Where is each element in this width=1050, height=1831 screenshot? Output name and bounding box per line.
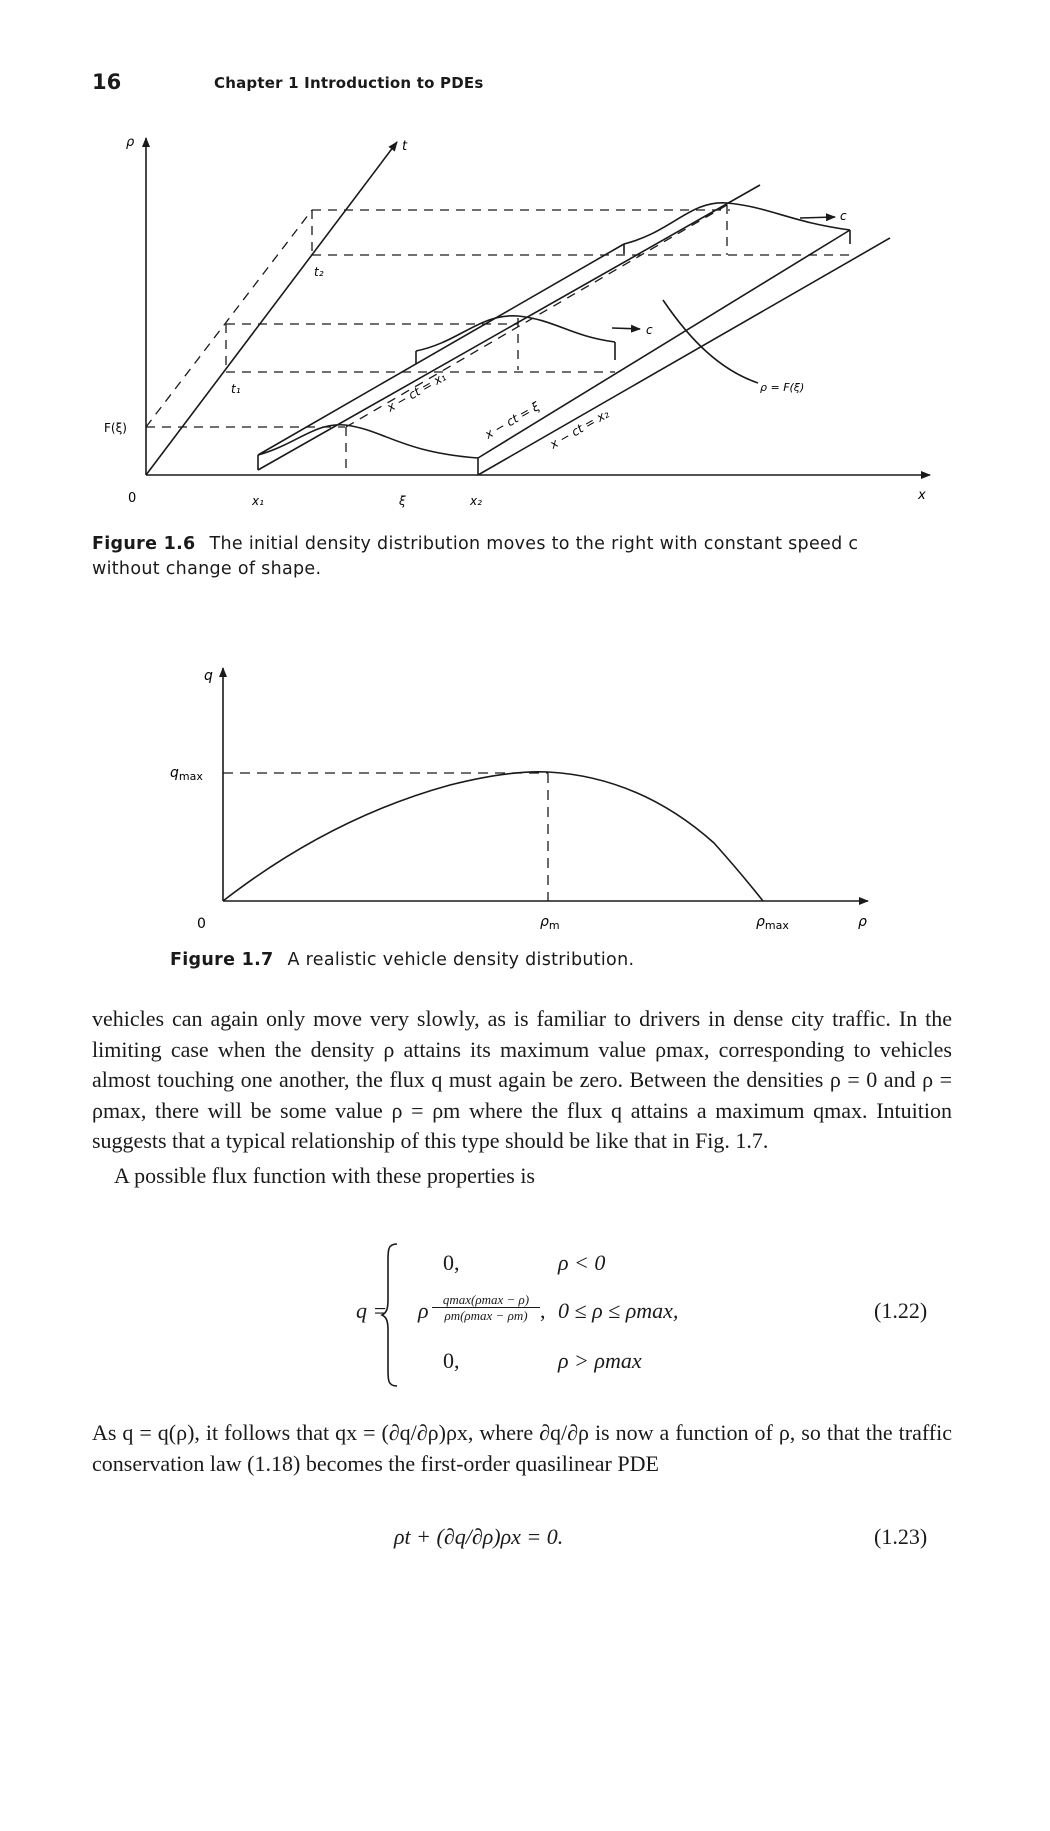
body-text-block-2 bbox=[92, 1418, 952, 1479]
label-q-max: $q_{max}$ bbox=[170, 765, 203, 783]
label-x1: x₁ bbox=[252, 494, 264, 508]
label-rho: ρ bbox=[126, 135, 135, 150]
eq-case1-condition: ρ < 0 bbox=[558, 1250, 606, 1275]
label-q: q bbox=[204, 668, 213, 684]
eq-case2-prefix: ρ bbox=[418, 1298, 429, 1323]
flux-curve bbox=[223, 772, 763, 901]
wave-t0 bbox=[258, 425, 478, 458]
t-axis-line bbox=[146, 142, 397, 475]
figure-1-6 bbox=[0, 0, 1050, 520]
page-number: 16 bbox=[92, 70, 122, 94]
label-origin-2: 0 bbox=[197, 916, 206, 930]
label-rho-max: $\rho_{max}$ bbox=[756, 914, 789, 930]
label-t2: t₂ bbox=[314, 265, 324, 279]
figure-1-7-caption-text: A realistic vehicle density distribution. bbox=[287, 950, 635, 970]
eq-case2-fraction bbox=[432, 1292, 540, 1323]
label-x2: x₂ bbox=[470, 494, 482, 508]
eq-case3-condition: ρ > ρmax bbox=[558, 1348, 642, 1373]
label-rho-F: ρ = F(ξ) bbox=[760, 381, 805, 394]
figure-1-7-caption-label: Figure 1.7 bbox=[170, 950, 274, 970]
wave-t2 bbox=[624, 203, 850, 244]
figure-1-6-caption-text: The initial density distribution moves to the right with constant speed c without change of shape. bbox=[92, 534, 859, 579]
eq-case2-condition: 0 ≤ ρ ≤ ρmax, bbox=[558, 1298, 679, 1323]
label-F-xi: F(ξ) bbox=[104, 421, 127, 435]
figure-1-6-caption bbox=[92, 532, 912, 582]
label-line-x1: x − ct = x₁ bbox=[384, 369, 449, 415]
eq-case1-value: 0, bbox=[443, 1250, 460, 1275]
label-origin: 0 bbox=[128, 491, 137, 506]
eq-brace bbox=[380, 1240, 400, 1390]
equation-1-22: q = 0, ρ < 0 ρ qmax(ρmax − ρ) ρm(ρmax − ρm) , 0 ≤ ρ ≤ ρmax, (1.22) 0, ρ > ρmax bbox=[0, 1240, 1050, 1390]
eq-case3-value: 0, bbox=[443, 1348, 460, 1373]
label-t1: t₁ bbox=[231, 382, 241, 396]
label-rho-m: $\rho_m$ bbox=[540, 914, 560, 930]
eq-case2-denominator: ρm(ρmax − ρm) bbox=[444, 1308, 528, 1323]
eq-1-22-number: (1.22) bbox=[874, 1298, 928, 1323]
figure-1-7-caption bbox=[170, 948, 870, 973]
running-head: Chapter 1 Introduction to PDEs bbox=[214, 74, 484, 92]
eq-lhs: q = bbox=[356, 1298, 388, 1323]
figure-1-7 bbox=[0, 640, 1050, 930]
label-line-xi: x − ct = ξ bbox=[482, 399, 542, 442]
body-text-block bbox=[92, 1004, 952, 1191]
label-t: t bbox=[402, 139, 408, 154]
paragraph-2: A possible flux function with these properties is bbox=[114, 1162, 535, 1188]
label-x: x bbox=[918, 488, 926, 503]
label-c-mid: c bbox=[646, 323, 653, 337]
label-c-top: c bbox=[840, 209, 847, 223]
wave-t1 bbox=[416, 316, 615, 351]
paragraph-3: As q = q(ρ), it follows that qx = (∂q/∂ρ)ρx, where ∂q/∂ρ is now a function of ρ, so that the traffic conservation law (1.18) becomes the first-order quasilinear PDE bbox=[92, 1420, 952, 1476]
equation-1-23: ρt + (∂q/∂ρ)ρx = 0. bbox=[394, 1524, 564, 1549]
label-line-x2: x − ct = x₂ bbox=[547, 406, 612, 452]
figure-1-6-caption-label: Figure 1.6 bbox=[92, 534, 196, 554]
eq-1-23-number: (1.23) bbox=[874, 1524, 928, 1549]
label-xi: ξ bbox=[399, 494, 406, 508]
paragraph-1: vehicles can again only move very slowly, as is familiar to drivers in dense city traffic. In the limiting case when the density ρ attains its maximum value ρmax, corresponding to vehicles almost touching one another, the flux q must again be zero. Between the densities ρ = 0 and ρ = ρmax, there will be some value ρ = ρm where the flux q attains a maximum qmax. Intuition suggests that a typical relationship of this type should be like that in Fig. 1.7. bbox=[92, 1006, 952, 1153]
eq-case2-numerator: qmax(ρmax − ρ) bbox=[432, 1292, 540, 1308]
label-rho-axis-2: ρ bbox=[858, 914, 867, 930]
